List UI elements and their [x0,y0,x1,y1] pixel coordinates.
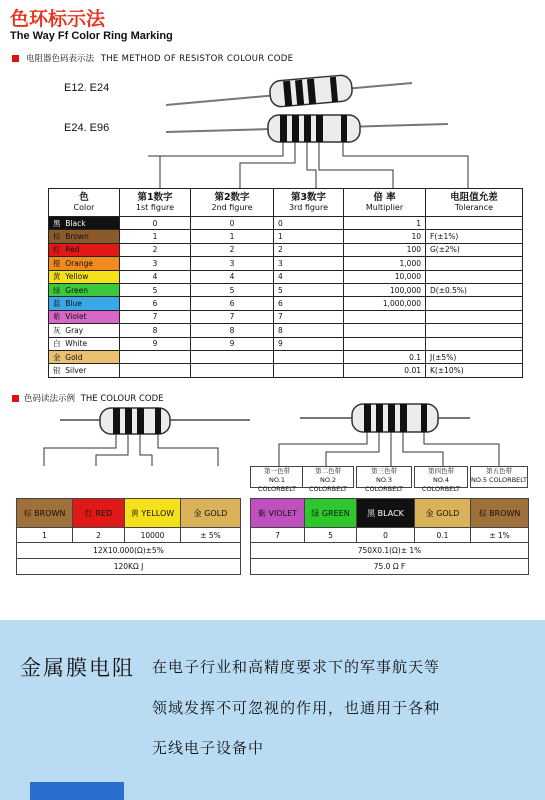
color-name-cell: 金 Gold [49,350,120,363]
header-1st-figure: 第1数字 1st figure [120,189,191,217]
band-value: 7 [251,528,305,543]
table-row [49,310,523,323]
example-right-result: 75.0 Ω F [251,559,529,575]
second-figure-cell [191,350,274,363]
third-figure-cell [274,350,344,363]
tolerance-cell: D(±0.5%) [426,283,523,296]
example-right-bands-row [251,499,529,528]
resistor-diagram [0,60,545,190]
third-figure-cell: 7 [274,310,344,323]
color-name-cell: 紫 Violet [49,310,120,323]
second-figure-cell: 0 [191,217,274,230]
color-name-cell: 黄 Yellow [49,270,120,283]
header-3rd-figure: 第3数字 3rd figure [274,189,344,217]
tolerance-cell: K(±10%) [426,364,523,377]
table-row [49,230,523,243]
first-figure-cell: 6 [120,297,191,310]
tolerance-cell [426,297,523,310]
color-name-cell: 绿 Green [49,283,120,296]
multiplier-cell: 1 [344,217,426,230]
first-figure-cell: 5 [120,283,191,296]
multiplier-cell: 1,000 [344,257,426,270]
first-figure-cell: 8 [120,324,191,337]
tolerance-cell: F(±1%) [426,230,523,243]
band-header-1: 第一色带 NO.1 COLORBELT [250,466,304,488]
connector-lines [148,142,468,188]
page-subtitle: The Way Ff Color Ring Marking [10,30,173,42]
table-row [49,350,523,363]
table-row [49,217,523,230]
second-figure-cell: 9 [191,337,274,350]
third-figure-cell: 6 [274,297,344,310]
multiplier-cell [344,337,426,350]
third-figure-cell [274,364,344,377]
color-name-cell: 蓝 Blue [49,297,120,310]
band-swatch: 金 GOLD [181,499,241,528]
band-swatch: 绿 GREEN [305,499,357,528]
banner-accent-bar [30,782,124,800]
color-name-cell: 银 Silver [49,364,120,377]
band-value: 10000 [125,528,181,543]
band-value: 0 [357,528,415,543]
multiplier-cell: 1,000,000 [344,297,426,310]
band-header-2: 第二色带 NO.2 COLORBELT [302,466,354,488]
second-figure-cell: 1 [191,230,274,243]
band-swatch: 黑 BLACK [357,499,415,528]
multiplier-cell: 100,000 [344,283,426,296]
first-figure-cell: 1 [120,230,191,243]
first-figure-cell: 0 [120,217,191,230]
third-figure-cell: 0 [274,217,344,230]
third-figure-cell: 2 [274,243,344,256]
third-figure-cell: 9 [274,337,344,350]
multiplier-cell: 0.1 [344,350,426,363]
tolerance-cell: J(±5%) [426,350,523,363]
tolerance-cell [426,217,523,230]
multiplier-cell: 10,000 [344,270,426,283]
table-row [49,283,523,296]
resistor-5-band-icon [166,115,448,142]
band-swatch: 金 GOLD [415,499,471,528]
color-name-cell: 棕 Brown [49,230,120,243]
multiplier-cell: 100 [344,243,426,256]
band-header-4: 第四色带 NO.4 COLORBELT [414,466,468,488]
section2-label: 色码读法示例 THE COLOUR CODE [24,394,164,404]
table-row [49,364,523,377]
first-figure-cell: 2 [120,243,191,256]
third-figure-cell: 4 [274,270,344,283]
example-left-table [16,498,241,575]
resistor-4-band-icon [166,74,412,107]
table-header-row [49,189,523,217]
example-left-bands-row [17,499,241,528]
tolerance-cell [426,337,523,350]
table-row [49,243,523,256]
second-figure-cell: 2 [191,243,274,256]
third-figure-cell: 1 [274,230,344,243]
second-figure-cell: 8 [191,324,274,337]
third-figure-cell: 5 [274,283,344,296]
second-figure-cell [191,364,274,377]
example-right-table [250,498,529,575]
color-name-cell: 红 Red [49,243,120,256]
band-header-5: 第五色带 NO.5 COLORBELT [470,466,528,488]
band-value: 5 [305,528,357,543]
tolerance-cell [426,324,523,337]
second-figure-cell: 5 [191,283,274,296]
band-value: 1 [17,528,73,543]
table-row [49,270,523,283]
multiplier-cell [344,324,426,337]
second-figure-cell: 6 [191,297,274,310]
band-swatch: 棕 BROWN [17,499,73,528]
colour-code-table [48,188,523,378]
table-row [49,297,523,310]
header-tolerance: 电阻值允差 Tolerance [426,189,523,217]
color-name-cell: 灰 Gray [49,324,120,337]
tolerance-cell [426,270,523,283]
first-figure-cell: 9 [120,337,191,350]
third-figure-cell: 8 [274,324,344,337]
section1-label: 电阻器色码表示法 THE METHOD OF RESISTOR COLOUR CODE [26,54,294,64]
example-left-formula: 12X10.000(Ω)±5% [17,543,241,559]
example-right-values-row [251,528,529,543]
band-swatch: 黄 YELLOW [125,499,181,528]
header-multiplier: 倍 率 Multiplier [344,189,426,217]
banner-text-line-3: 无线电子设备中 [152,739,265,757]
band-value: ± 1% [471,528,529,543]
band-value: 0.1 [415,528,471,543]
tolerance-cell [426,310,523,323]
table-row [49,257,523,270]
color-name-cell: 黑 Black [49,217,120,230]
header-color: 色 Color [49,189,120,217]
band-value: ± 5% [181,528,241,543]
banner-text-line-2: 领域发挥不可忽视的作用，也通用于各种 [152,699,441,717]
band-header-3: 第三色带 NO.3 COLORBELT [356,466,412,488]
multiplier-cell [344,310,426,323]
first-figure-cell [120,364,191,377]
multiplier-cell: 0.01 [344,364,426,377]
tolerance-cell [426,257,523,270]
example-right-formula: 750X0.1(Ω)± 1% [251,543,529,559]
multiplier-cell: 10 [344,230,426,243]
third-figure-cell: 3 [274,257,344,270]
second-figure-cell: 3 [191,257,274,270]
color-name-cell: 橙 Orange [49,257,120,270]
example-left-values-row [17,528,241,543]
example-connectors [44,432,499,466]
header-2nd-figure: 第2数字 2nd figure [191,189,274,217]
series-label-e24-e96: E24. E96 [64,122,110,134]
banner-text-line-1: 在电子行业和高精度要求下的军事航天等 [152,658,441,676]
example-left-result: 120KΩ J [17,559,241,575]
example-resistor-left-icon [60,408,250,434]
first-figure-cell: 3 [120,257,191,270]
first-figure-cell: 7 [120,310,191,323]
band-swatch: 棕 BROWN [471,499,529,528]
band-swatch: 紫 VIOLET [251,499,305,528]
table-row [49,324,523,337]
series-label-e12-e24: E12. E24 [64,82,110,94]
example-resistor-right-icon [300,404,470,432]
second-figure-cell: 7 [191,310,274,323]
band-value: 2 [73,528,125,543]
first-figure-cell: 4 [120,270,191,283]
page-title: 色环标示法 [10,8,106,30]
color-name-cell: 白 White [49,337,120,350]
tolerance-cell: G(±2%) [426,243,523,256]
second-figure-cell: 4 [191,270,274,283]
banner-title: 金属膜电阻 [20,656,135,680]
table-row [49,337,523,350]
band-swatch: 红 RED [73,499,125,528]
first-figure-cell [120,350,191,363]
